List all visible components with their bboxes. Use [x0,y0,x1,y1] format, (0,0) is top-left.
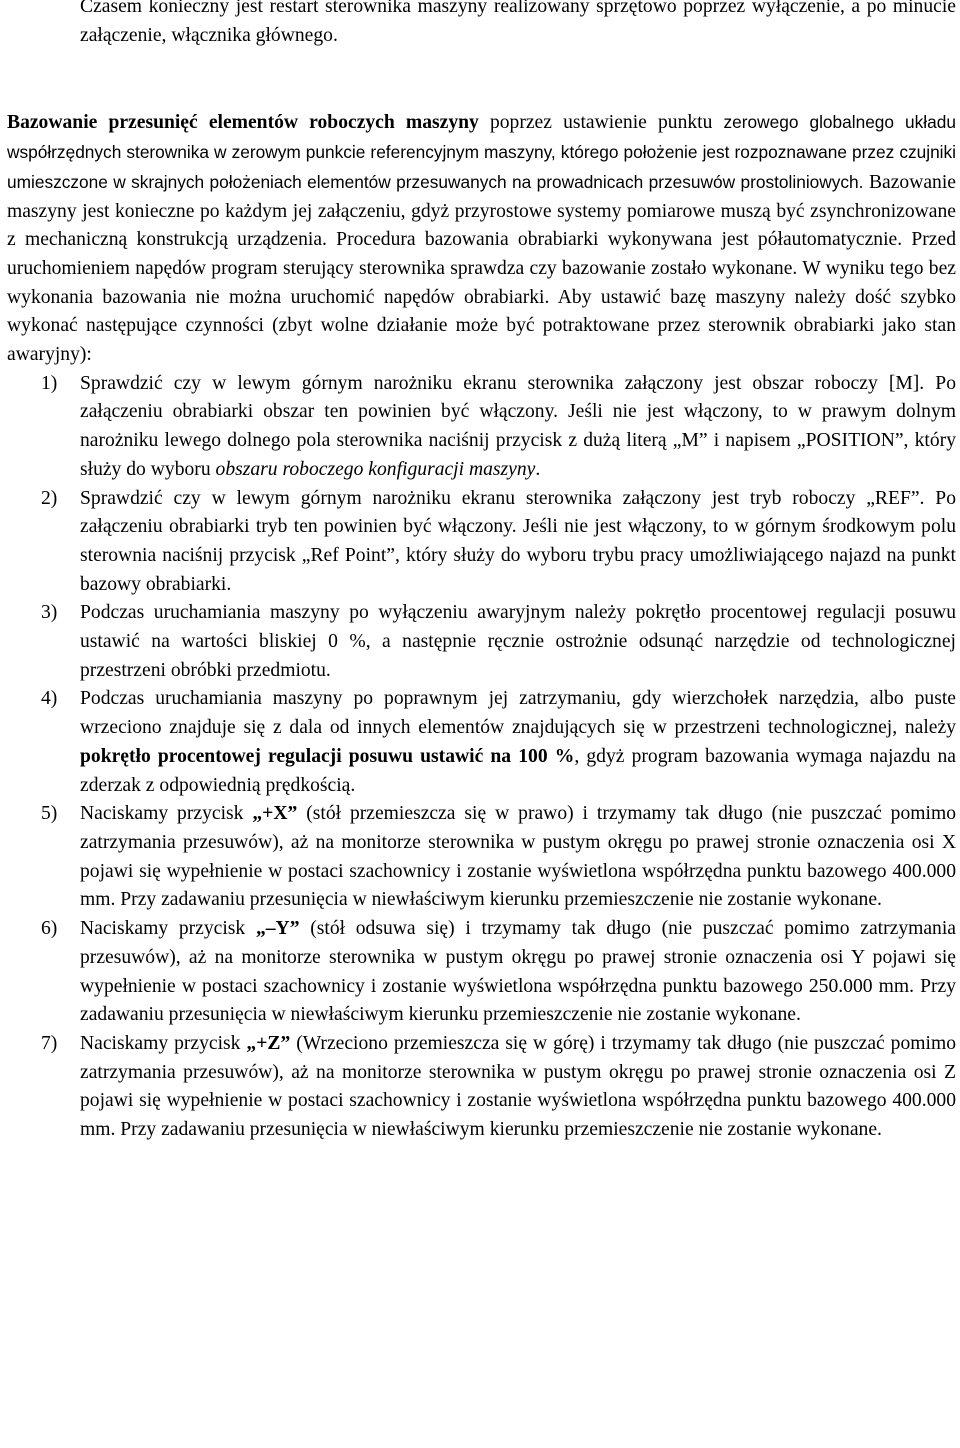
step-number: 6) [41,918,58,940]
list-item [7,599,956,685]
step-text: Naciskamy przycisk [80,918,246,940]
step-text-end: (stół przemieszcza się w prawo) i trzymamy tak długo (nie puszczać pomimo zatrzymania przesuwów), aż na monitorze sterownika w pustym okręgu po prawej stronie oznaczenia osi X pojawi się wypełnienie w postaci szachownicy i zostanie wyświetlona współrzędna punktu bazowego 400.000 mm. Przy zadawaniu przesunięcia w niewłaściwym kierunku przemieszczenie nie zostanie wykonane. [80,803,956,911]
homing-bold-lead: Bazowanie przesunięć elementów roboczych maszyny [7,112,479,134]
list-item [7,800,956,915]
list-item [7,685,956,800]
step-number: 7) [41,1032,58,1054]
list-item [7,1030,956,1145]
step-text-end: (Wrzeciono przemieszcza się w górę) i trzymamy tak długo (nie puszczać pomimo zatrzymania przesuwów), aż na monitorze sterownika w pustym okręgu po prawej stronie oznaczenia osi Z pojawi się wypełnienie w postaci szachownicy i zostanie wyświetlona współrzędna punktu bazowego 400.000 mm. Przy zadawaniu przesunięcia w niewłaściwym kierunku przemieszczenie nie zostanie wykonane. [80,1032,956,1141]
step-number: 3) [41,602,58,624]
step-text: Podczas uruchamiania maszyny po wyłączeniu awaryjnym należy pokrętło procentowej regulacji posuwu ustawić na wartości bliskiej 0 %, a następnie ręcznie ostrożnie odsunąć narzędzie od technologicznej przestrzeni obróbki przedmiotu. [80,602,956,681]
list-item [7,915,956,1030]
list-item [7,485,956,600]
step-bold-text: pokrętło procentowej regulacji posuwu ustawić na 100 % [80,745,575,767]
step-number: 4) [41,688,58,710]
step-number: 2) [41,487,58,509]
step-key-label: „+Z” [246,1032,291,1054]
paragraph-gap [7,50,956,108]
step-text: Podczas uruchamiania maszyny po poprawnym jej zatrzymaniu, gdy wierzchołek narzędzia, albo puste wrzeciono znajduje się z dala od innych elementów znajdujących się w przestrzeni technologicznej, należy [80,688,956,739]
step-text-end: , gdyż program bazowania wymaga najazdu na zderzak z odpowiednią prędkością. [80,745,956,796]
homing-rest-text: Bazowanie maszyny jest konieczne po każdym jej załączeniu, gdyż przyrostowe systemy pomiarowe muszą być zsynchronizowane z mechaniczną konstrukcją urządzenia. Procedura bazowania obrabiarki wykonywana jest półautomatycznie. Przed uruchomieniem napędów program sterujący sterownika sprawdza czy bazowanie zostało wykonane. W wyniku tego bez wykonania bazowania nie można uruchomić napędów obrabiarki. Aby ustawić bazę maszyny należy dość szybko wykonać następujące czynności (zbyt wolne działanie może być potraktowane przez sterownik obrabiarki jako stan awaryjny): [7,171,956,366]
step-text: Naciskamy przycisk [80,1032,241,1054]
step-text: Sprawdzić czy w lewym górnym narożniku ekranu sterownika załączony jest tryb roboczy „REF”. Po załączeniu obrabiarki tryb ten powinien być włączony. Jeśli nie jest włączony, to w górnym środkowym polu sterownia naciśnij przycisk „Ref Point”, który służy do wyboru trybu pracy umożliwiającego najazd na punkt bazowy obrabiarki. [80,487,956,595]
list-item [7,370,956,485]
step-number: 5) [41,803,58,825]
step-text-end: (stół odsuwa się) i trzymamy tak długo (nie puszczać pomimo zatrzymania przesuwów), aż na monitorze sterownika w pustym okręgu po prawej stronie oznaczenia osi Y pojawi się wypełnienie w postaci szachownicy i zostanie wyświetlona współrzędna punktu bazowego 250.000 mm. Przy zadawaniu przesunięcia w niewłaściwym kierunku przemieszczenie nie zostanie wykonane. [80,918,956,1026]
homing-steps-list [7,370,956,1145]
step-italic-text: obszaru roboczego konfiguracji maszyny [215,458,536,480]
step-text: Naciskamy przycisk [80,803,244,825]
step-number: 1) [41,372,58,394]
homing-paragraph: Bazowanie przesunięć elementów roboczych maszyny poprzez ustawienie punktu zerowego globalnego układu współrzędnych sterownika w zerowym punkcie referencyjnym maszyny, którego położenie jest rozpoznawane przez czujniki umieszczone w skrajnych położeniach elementów przesuwanych na prowadnicach przesuwów prostoliniowych. Bazowanie maszyny jest konieczne po każdym jej załączeniu, gdyż przyrostowe systemy pomiarowe muszą być zsynchronizowane z mechaniczną konstrukcją urządzenia. Procedura bazowania obrabiarki wykonywana jest półautomatycznie. Przed uruchomieniem napędów program sterujący sterownika sprawdza czy bazowanie zostało wykonane. W wyniku tego bez wykonania bazowania nie można uruchomić napędów obrabiarki. Aby ustawić bazę maszyny należy dość szybko wykonać następujące czynności (zbyt wolne działanie może być potraktowane przez sterownik obrabiarki jako stan awaryjny): [7,112,956,366]
step-key-label: „+X” [252,803,298,825]
step-key-label: „–Y” [255,918,300,940]
intro-paragraph: Czasem konieczny jest restart sterownika maszyny realizowany sprzętowo poprzez wyłączenie, a po minucie załączenie, włącznika głównego. [80,0,956,46]
step-text: Sprawdzić czy w lewym górnym narożniku ekranu sterownika załączony jest obszar roboczy [M]. Po załączeniu obrabiarki obszar ten powinien być włączony. Jeśli nie jest włączony, to w prawym dolnym narożniku lewego dolnego pola sterownika naciśnij przycisk z dużą literą „M” i napisem „POSITION”, który służy do wyboru [80,372,956,480]
homing-sans-text: zerowego globalnego układu współrzędnych sterownika w zerowym punkcie referencyjnym maszyny, którego położenie jest rozpoznawane przez czujniki umieszczone w skrajnych położeniach elementów przesuwanych na prowadnicach przesuwów prostoliniowych. [7,112,956,192]
step-text-end: . [535,458,541,480]
